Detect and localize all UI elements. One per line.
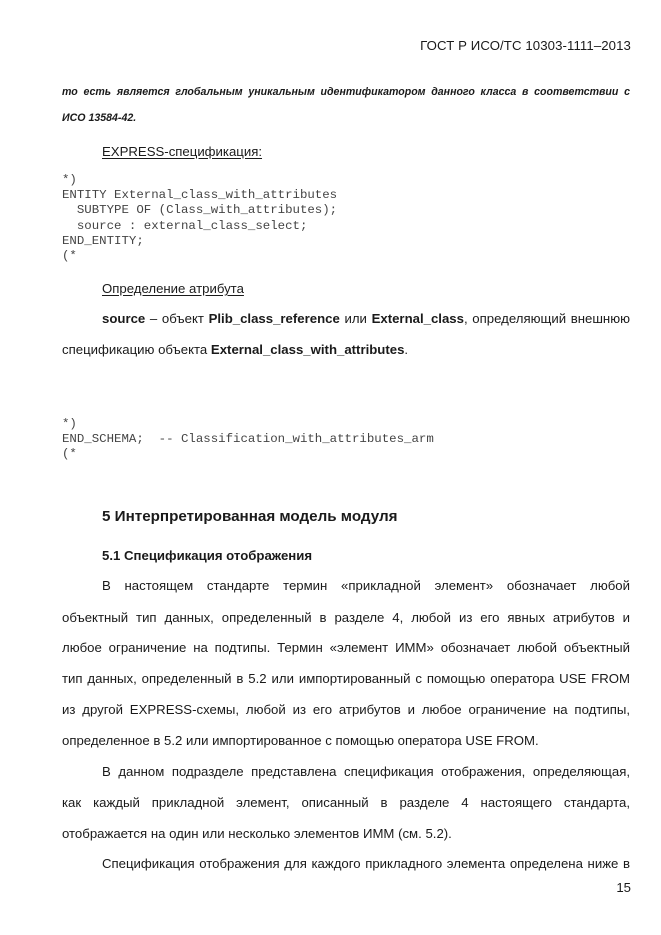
para2-line-2: как каждый прикладной элемент, описанный в разделе 4 настоящего стандарта, (62, 795, 630, 810)
express-code-block-entity: *) ENTITY External_class_with_attributes SUBTYPE OF (Class_with_attributes); source : external_class_select; END_ENTITY; (* (62, 173, 338, 264)
attribute-definition-heading: Определение атрибута (102, 281, 244, 296)
para1-line-2: объектный тип данных, определенный в разделе 4, любой из его явных атрибутов и (62, 610, 630, 625)
express-code-block-end-schema: *) END_SCHEMA; -- Classification_with_attributes_arm (* (62, 417, 434, 462)
para2-line-3: отображается на один или несколько элементов ИММ (см. 5.2). (62, 826, 452, 841)
para1-line-1: В настоящем стандарте термин «прикладной элемент» обозначает любой (102, 578, 630, 593)
para1-line-3: любое ограничение на подтипы. Термин «элемент ИММ» обозначает любой объектный (62, 640, 630, 655)
subsection-5-1-title: 5.1 Спецификация отображения (102, 548, 313, 563)
page-number: 15 (616, 880, 631, 895)
intro-text-line-1: то есть является глобальным уникальным идентификатором данного класса в соответствии с (62, 86, 630, 98)
attr-name-source: source (102, 311, 146, 326)
para1-line-6: определенное в 5.2 или импортированное с помощью оператора USE FROM. (62, 733, 539, 748)
section-5-title: 5 Интерпретированная модель модуля (102, 508, 398, 525)
ref-external-class-with-attributes: External_class_with_attributes (210, 342, 405, 357)
para1-line-4: тип данных, определенный в 5.2 или импортированный с помощью оператора USE FROM (62, 671, 630, 686)
para3-line-1: Спецификация отображения для каждого прикладного элемента определена ниже в (102, 856, 630, 871)
ref-plib-class-reference: Plib_class_reference (208, 311, 340, 326)
ref-external-class: External_class (371, 311, 464, 326)
attribute-definition-line-1: source – объект Plib_class_reference или External_class, определяющий внешнюю (102, 311, 630, 326)
document-code-header: ГОСТ Р ИСО/ТС 10303-1111–2013 (420, 38, 631, 53)
attribute-definition-line-2: спецификацию объекта External_class_with_attributes. (62, 342, 409, 357)
intro-text-line-2: ИСО 13584-42. (62, 112, 137, 124)
express-spec-heading: EXPRESS-спецификация: (102, 144, 263, 159)
para1-line-5: из другой EXPRESS-схемы, любой из его атрибутов и любое ограничение на подтипы, (62, 702, 630, 717)
para2-line-1: В данном подразделе представлена спецификация отображения, определяющая, (102, 764, 630, 779)
